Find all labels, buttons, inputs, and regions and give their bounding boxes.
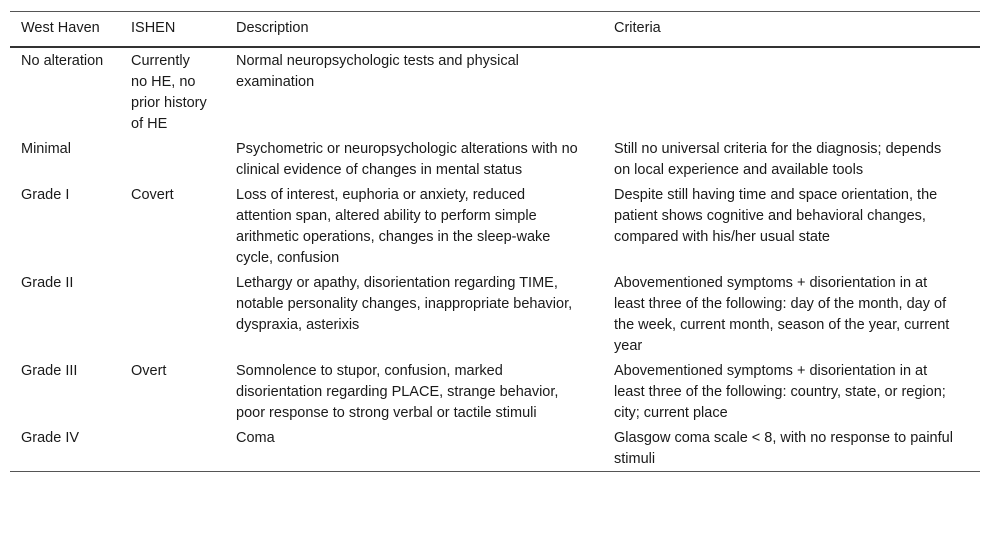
cell-ishen [120, 425, 225, 472]
header-row [10, 12, 980, 48]
header-description: Description [236, 20, 309, 36]
header-west-haven: West Haven [21, 20, 100, 36]
hepatic-encephalopathy-grading-table [10, 11, 980, 472]
table-row [10, 270, 980, 358]
table-header [10, 12, 980, 48]
cell-criteria: Glasgow coma scale < 8, with no response to painful stimuli [614, 430, 953, 467]
table-row [10, 47, 980, 136]
cell-ishen: Covert [131, 187, 174, 203]
cell-west-haven: Grade I [21, 187, 70, 203]
cell-description: Somnolence to stupor, confusion, marked disorientation regarding PLACE, strange behavior, poor response to strong verbal or tactile stimuli [236, 363, 559, 421]
cell-west-haven: No alteration [21, 53, 104, 69]
cell-criteria [603, 47, 980, 136]
cell-description: Coma [236, 430, 275, 446]
cell-ishen: Overt [131, 363, 167, 379]
cell-criteria: Abovementioned symptoms + disorientation in at least three of the following: day of the month, day of the week, current month, season of the year, current year [614, 275, 950, 354]
cell-description: Normal neuropsychologic tests and physical examination [236, 53, 519, 90]
cell-west-haven: Grade II [21, 275, 74, 291]
cell-description: Loss of interest, euphoria or anxiety, reduced attention span, altered ability to perform simple arithmetic operations, changes in the sleep-wake cycle, confusion [236, 187, 551, 266]
table-row [10, 358, 980, 425]
header-ishen: ISHEN [131, 20, 176, 36]
cell-criteria: Despite still having time and space orientation, the patient shows cognitive and behavioral changes, compared with his/her usual state [614, 187, 938, 245]
cell-west-haven: Minimal [21, 141, 71, 157]
cell-description: Psychometric or neuropsychologic alterations with no clinical evidence of changes in mental status [236, 141, 578, 178]
table-row [10, 425, 980, 472]
cell-west-haven: Grade III [21, 363, 78, 379]
table-row [10, 182, 980, 270]
cell-ishen [120, 136, 225, 182]
table-row [10, 136, 980, 182]
cell-west-haven: Grade IV [21, 430, 80, 446]
cell-description: Lethargy or apathy, disorientation regarding TIME, notable personality changes, inappropriate behavior, dyspraxia, asterixis [236, 275, 573, 333]
cell-ishen [120, 270, 225, 358]
cell-criteria: Still no universal criteria for the diagnosis; depends on local experience and available tools [614, 141, 942, 178]
table-body [10, 47, 980, 472]
cell-criteria: Abovementioned symptoms + disorientation in at least three of the following: country, state, or region; city; current place [614, 363, 946, 421]
header-criteria: Criteria [614, 20, 661, 36]
cell-ishen: Currently no HE, no prior history of HE [131, 53, 207, 132]
